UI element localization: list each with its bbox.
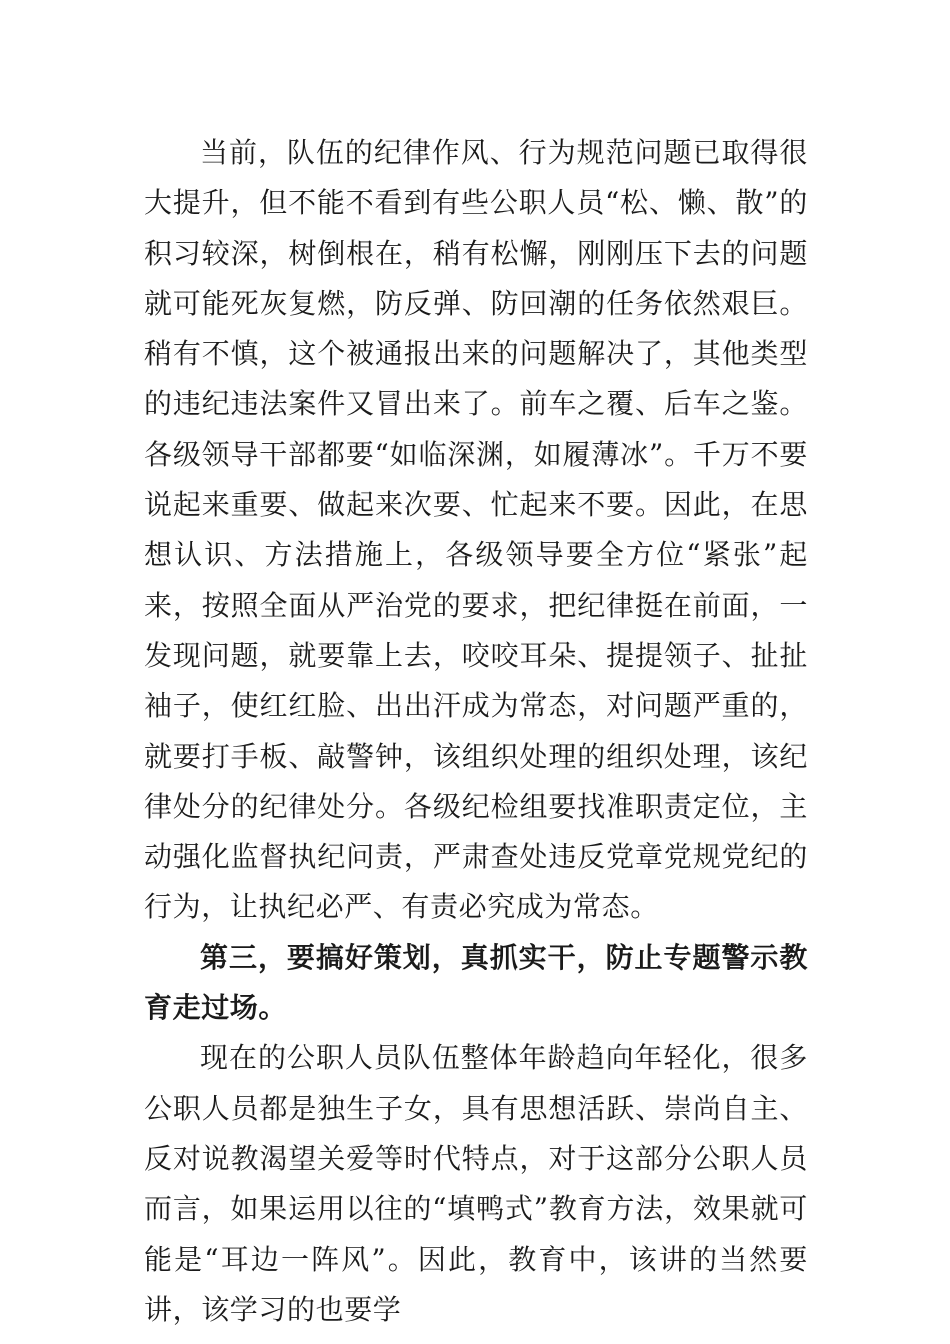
- section-heading-third: 第三，要搞好策划，真抓实干，防止专题警示教育走过场。: [144, 940, 808, 1025]
- paragraph-young-staff: 现在的公职人员队伍整体年龄趋向年轻化，很多公职人员都是独生子女，具有思想活跃、崇尚自主、反对说教渴望关爱等时代特点，对于这部分公职人员而言，如果运用以往的“填鸭式”教育方法，效果就可能是“耳边一阵风”。因此，教育中，该讲的当然要讲，该学习的也要学: [144, 1041, 808, 1326]
- paragraph-discipline-status: 当前，队伍的纪律作风、行为规范问题已取得很大提升，但不能不看到有些公职人员“松、懒、散”的积习较深，树倒根在，稍有松懈，刚刚压下去的问题就可能死灰复燃，防反弹、防回潮的任务依然艰巨。稍有不慎，这个被通报出来的问题解决了，其他类型的违纪违法案件又冒出来了。前车之覆、后车之鉴。各级领导干部都要“如临深渊，如履薄冰”。千万不要说起来重要、做起来次要、忙起来不要。因此，在思想认识、方法措施上，各级领导要全方位“紧张”起来，按照全面从严治党的要求，把纪律挺在前面，一发现问题，就要靠上去，咬咬耳朵、提提领子、扯扯袖子，使红红脸、出出汗成为常态，对问题严重的，就要打手板、敲警钟，该组织处理的组织处理，该纪律处分的纪律处分。各级纪检组要找准职责定位，主动强化监督执纪问责，严肃查处违反党章党规党纪的行为，让执纪必严、有责必究成为常态。: [144, 136, 808, 924]
- document-body: [144, 128, 808, 1335]
